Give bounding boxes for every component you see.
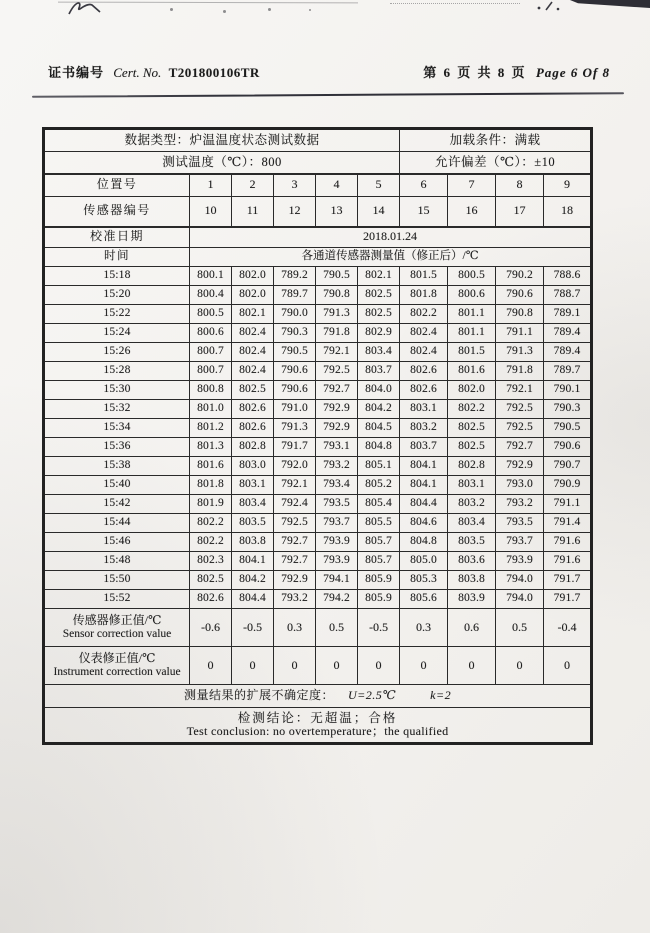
conclusion-cell — [44, 708, 592, 744]
load-condition-cell: 加载条件：满载 — [400, 129, 592, 152]
reading-value: 790.3 — [274, 324, 316, 343]
sensor-correction-value: 0.3 — [274, 609, 316, 647]
reading-value: 792.9 — [316, 400, 358, 419]
reading-value: 791.3 — [496, 343, 544, 362]
instrument-correction-value: 0 — [496, 647, 544, 685]
sensor-number: 14 — [358, 197, 400, 227]
reading-value: 793.7 — [316, 514, 358, 533]
reading-value: 803.4 — [232, 495, 274, 514]
reading-row — [44, 286, 592, 305]
reading-value: 794.2 — [316, 590, 358, 609]
scan-edge-line-2 — [390, 3, 520, 4]
reading-value: 789.4 — [544, 324, 592, 343]
test-temperature-cell: 测试温度（℃）：800 — [44, 152, 400, 174]
sensor-number-row — [44, 197, 592, 227]
reading-value: 802.4 — [400, 324, 448, 343]
reading-value: 790.2 — [496, 267, 544, 286]
reading-value: 803.8 — [232, 533, 274, 552]
reading-value: 789.7 — [274, 286, 316, 305]
cert-label-en: Cert. No. — [113, 65, 162, 80]
uncertainty-cell — [44, 685, 592, 708]
reading-time: 15:40 — [44, 476, 190, 495]
reading-value: 802.6 — [400, 381, 448, 400]
reading-value: 801.8 — [190, 476, 232, 495]
reading-value: 802.4 — [400, 343, 448, 362]
reading-value: 802.4 — [232, 324, 274, 343]
reading-value: 801.6 — [190, 457, 232, 476]
reading-row — [44, 438, 592, 457]
reading-value: 802.5 — [190, 571, 232, 590]
reading-value: 791.7 — [274, 438, 316, 457]
sensor-number: 18 — [544, 197, 592, 227]
reading-value: 791.6 — [544, 533, 592, 552]
reading-value: 791.7 — [544, 590, 592, 609]
reading-value: 803.8 — [448, 571, 496, 590]
reading-value: 803.2 — [448, 495, 496, 514]
position-number: 3 — [274, 174, 316, 197]
reading-value: 802.9 — [358, 324, 400, 343]
reading-time: 15:22 — [44, 305, 190, 324]
reading-value: 804.6 — [400, 514, 448, 533]
reading-value: 801.0 — [190, 400, 232, 419]
sensor-correction-value: -0.5 — [232, 609, 274, 647]
reading-value: 792.7 — [496, 438, 544, 457]
reading-value: 804.1 — [400, 457, 448, 476]
reading-value: 802.6 — [190, 590, 232, 609]
reading-value: 793.4 — [316, 476, 358, 495]
position-number: 8 — [496, 174, 544, 197]
reading-row — [44, 552, 592, 571]
reading-value: 800.7 — [190, 362, 232, 381]
reading-value: 804.1 — [232, 552, 274, 571]
reading-value: 790.1 — [544, 381, 592, 400]
reading-value: 792.7 — [274, 533, 316, 552]
pen-mark-small — [536, 0, 562, 12]
reading-value: 805.9 — [358, 571, 400, 590]
reading-value: 801.6 — [448, 362, 496, 381]
reading-value: 802.5 — [448, 438, 496, 457]
instrument-correction-value: 0 — [544, 647, 592, 685]
reading-value: 790.0 — [274, 305, 316, 324]
reading-value: 802.2 — [190, 514, 232, 533]
reading-value: 805.9 — [358, 590, 400, 609]
reading-value: 801.1 — [448, 324, 496, 343]
instrument-correction-value: 0 — [358, 647, 400, 685]
reading-value: 801.1 — [448, 305, 496, 324]
reading-row — [44, 533, 592, 552]
reading-value: 803.7 — [400, 438, 448, 457]
reading-value: 791.4 — [544, 514, 592, 533]
instrument-correction-label-en: Instrument correction value — [53, 665, 181, 678]
reading-value: 791.3 — [274, 419, 316, 438]
reading-value: 790.5 — [316, 267, 358, 286]
reading-value: 788.6 — [544, 267, 592, 286]
reading-row — [44, 305, 592, 324]
reading-value: 803.2 — [400, 419, 448, 438]
reading-value: 794.0 — [496, 590, 544, 609]
reading-time: 15:24 — [44, 324, 190, 343]
reading-value: 790.8 — [496, 305, 544, 324]
reading-value: 800.4 — [190, 286, 232, 305]
page-label-zh: 第 6 页 共 8 页 — [423, 65, 527, 80]
reading-value: 805.0 — [400, 552, 448, 571]
reading-time: 15:36 — [44, 438, 190, 457]
reading-time: 15:34 — [44, 419, 190, 438]
reading-value: 789.2 — [274, 267, 316, 286]
instrument-correction-label-zh: 仪表修正值/℃ — [78, 650, 156, 665]
sensor-correction-value: 0.6 — [448, 609, 496, 647]
reading-row — [44, 571, 592, 590]
reading-value: 790.6 — [274, 381, 316, 400]
reading-value: 802.6 — [400, 362, 448, 381]
reading-value: 792.9 — [274, 571, 316, 590]
scan-speck — [223, 10, 226, 13]
sensor-number: 12 — [274, 197, 316, 227]
reading-value: 802.5 — [232, 381, 274, 400]
pen-squiggle-mark — [66, 0, 104, 17]
reading-value: 802.8 — [448, 457, 496, 476]
reading-row — [44, 457, 592, 476]
reading-time: 15:52 — [44, 590, 190, 609]
reading-value: 793.1 — [316, 438, 358, 457]
instrument-correction-row — [44, 647, 592, 685]
reading-value: 792.7 — [316, 381, 358, 400]
reading-time: 15:46 — [44, 533, 190, 552]
reading-value: 803.0 — [232, 457, 274, 476]
position-number: 7 — [448, 174, 496, 197]
uncertainty-k-value: k=2 — [430, 688, 452, 703]
reading-value: 794.0 — [496, 571, 544, 590]
reading-value: 805.5 — [358, 514, 400, 533]
reading-value: 804.0 — [358, 381, 400, 400]
reading-time: 15:32 — [44, 400, 190, 419]
cert-number: T201800106TR — [168, 65, 260, 80]
reading-time: 15:48 — [44, 552, 190, 571]
reading-value: 791.7 — [544, 571, 592, 590]
reading-value: 791.1 — [544, 495, 592, 514]
cert-label-zh: 证书编号 — [48, 65, 105, 80]
reading-value: 793.2 — [316, 457, 358, 476]
reading-value: 791.1 — [496, 324, 544, 343]
reading-value: 805.1 — [358, 457, 400, 476]
reading-value: 801.5 — [400, 267, 448, 286]
reading-value: 792.4 — [274, 495, 316, 514]
reading-value: 803.9 — [448, 590, 496, 609]
reading-time: 15:50 — [44, 571, 190, 590]
reading-value: 790.6 — [274, 362, 316, 381]
reading-value: 802.8 — [232, 438, 274, 457]
reading-value: 802.4 — [232, 362, 274, 381]
time-column-label: 时间 — [44, 248, 190, 267]
calibration-date-row — [44, 227, 592, 248]
meta-row-data-type — [44, 129, 592, 152]
reading-time: 15:28 — [44, 362, 190, 381]
reading-time: 15:30 — [44, 381, 190, 400]
reading-row — [44, 495, 592, 514]
conclusion-row — [44, 708, 592, 744]
scan-speck — [170, 8, 173, 11]
reading-value: 792.1 — [274, 476, 316, 495]
sensor-row-label: 传感器编号 — [44, 197, 190, 227]
reading-value: 792.5 — [274, 514, 316, 533]
reading-value: 805.3 — [400, 571, 448, 590]
reading-value: 791.6 — [544, 552, 592, 571]
page-edge-shadow — [570, 0, 650, 8]
reading-value: 802.2 — [400, 305, 448, 324]
meta-row-test-temp — [44, 152, 592, 174]
reading-value: 802.1 — [232, 305, 274, 324]
reading-value: 800.8 — [190, 381, 232, 400]
reading-value: 790.3 — [544, 400, 592, 419]
reading-row — [44, 343, 592, 362]
reading-value: 789.1 — [544, 305, 592, 324]
sensor-correction-label-en: Sensor correction value — [62, 627, 172, 640]
reading-time: 15:20 — [44, 286, 190, 305]
reading-value: 805.4 — [358, 495, 400, 514]
reading-value: 804.4 — [400, 495, 448, 514]
reading-value: 802.1 — [358, 267, 400, 286]
sensor-number: 11 — [232, 197, 274, 227]
reading-value: 792.1 — [496, 381, 544, 400]
reading-time: 15:18 — [44, 267, 190, 286]
reading-value: 803.4 — [448, 514, 496, 533]
reading-value: 804.8 — [358, 438, 400, 457]
reading-value: 792.5 — [496, 419, 544, 438]
reading-value: 802.3 — [190, 552, 232, 571]
reading-time: 15:42 — [44, 495, 190, 514]
conclusion-en: Test conclusion: no overtemperature；the qualified — [186, 724, 449, 739]
reading-value: 800.6 — [448, 286, 496, 305]
reading-value: 801.9 — [190, 495, 232, 514]
reading-value: 793.0 — [496, 476, 544, 495]
sensor-correction-row — [44, 609, 592, 647]
sensor-number: 17 — [496, 197, 544, 227]
conclusion-zh: 检测结论：无超温；合格 — [237, 710, 398, 725]
reading-value: 802.6 — [232, 400, 274, 419]
reading-value: 793.2 — [496, 495, 544, 514]
reading-value: 802.5 — [358, 305, 400, 324]
reading-value: 803.4 — [358, 343, 400, 362]
readings-body — [44, 267, 592, 609]
reading-row — [44, 381, 592, 400]
reading-value: 792.1 — [316, 343, 358, 362]
reading-value: 800.6 — [190, 324, 232, 343]
data-type-cell: 数据类型：炉温温度状态测试数据 — [44, 129, 400, 152]
reading-value: 804.2 — [358, 400, 400, 419]
reading-value: 790.5 — [274, 343, 316, 362]
reading-row — [44, 419, 592, 438]
sensor-correction-value: 0.3 — [400, 609, 448, 647]
position-number-row — [44, 174, 592, 197]
reading-value: 804.4 — [232, 590, 274, 609]
reading-value: 788.7 — [544, 286, 592, 305]
reading-value: 790.6 — [496, 286, 544, 305]
sensor-correction-value: 0.5 — [316, 609, 358, 647]
sensor-correction-value: -0.4 — [544, 609, 592, 647]
reading-value: 802.2 — [190, 533, 232, 552]
reading-value: 793.9 — [496, 552, 544, 571]
reading-value: 804.5 — [358, 419, 400, 438]
instrument-correction-label — [44, 647, 190, 685]
reading-value: 793.9 — [316, 533, 358, 552]
reading-value: 802.5 — [448, 419, 496, 438]
reading-row — [44, 400, 592, 419]
allowed-deviation-cell: 允许偏差（℃）：±10 — [400, 152, 592, 174]
instrument-correction-value: 0 — [448, 647, 496, 685]
reading-value: 803.7 — [358, 362, 400, 381]
reading-value: 791.3 — [316, 305, 358, 324]
reading-value: 790.5 — [544, 419, 592, 438]
position-number: 6 — [400, 174, 448, 197]
reading-value: 790.6 — [544, 438, 592, 457]
sensor-correction-value: -0.6 — [190, 609, 232, 647]
reading-value: 801.2 — [190, 419, 232, 438]
sensor-correction-value: 0.5 — [496, 609, 544, 647]
reading-value: 803.5 — [232, 514, 274, 533]
reading-value: 793.5 — [316, 495, 358, 514]
sensor-number: 10 — [190, 197, 232, 227]
time-header-row — [44, 248, 592, 267]
instrument-correction-value: 0 — [232, 647, 274, 685]
reading-row — [44, 362, 592, 381]
calibration-date-label: 校准日期 — [44, 227, 190, 248]
reading-value: 803.1 — [448, 476, 496, 495]
reading-value: 800.5 — [190, 305, 232, 324]
reading-value: 803.6 — [448, 552, 496, 571]
reading-value: 791.8 — [316, 324, 358, 343]
reading-value: 793.9 — [316, 552, 358, 571]
reading-value: 804.1 — [400, 476, 448, 495]
reading-value: 802.4 — [232, 343, 274, 362]
uncertainty-row — [44, 685, 592, 708]
reading-value: 803.5 — [448, 533, 496, 552]
reading-value: 792.0 — [274, 457, 316, 476]
reading-value: 792.5 — [316, 362, 358, 381]
channel-values-header: 各通道传感器测量值（修正后）/℃ — [190, 248, 592, 267]
position-row-label: 位置号 — [44, 174, 190, 197]
reading-value: 793.2 — [274, 590, 316, 609]
uncertainty-u-value: U=2.5℃ — [347, 688, 397, 703]
document-header — [48, 62, 610, 81]
reading-value: 791.0 — [274, 400, 316, 419]
reading-value: 802.0 — [448, 381, 496, 400]
instrument-correction-value: 0 — [316, 647, 358, 685]
reading-row — [44, 476, 592, 495]
reading-value: 802.5 — [358, 286, 400, 305]
scan-speck — [268, 8, 271, 11]
instrument-correction-value: 0 — [190, 647, 232, 685]
reading-row — [44, 514, 592, 533]
reading-time: 15:44 — [44, 514, 190, 533]
reading-row — [44, 267, 592, 286]
reading-value: 805.6 — [400, 590, 448, 609]
reading-value: 805.7 — [358, 552, 400, 571]
reading-value: 792.5 — [496, 400, 544, 419]
reading-value: 790.8 — [316, 286, 358, 305]
reading-value: 790.7 — [544, 457, 592, 476]
reading-value: 792.9 — [496, 457, 544, 476]
reading-value: 803.1 — [400, 400, 448, 419]
reading-value: 802.0 — [232, 267, 274, 286]
reading-value: 792.9 — [316, 419, 358, 438]
position-number: 4 — [316, 174, 358, 197]
reading-value: 794.1 — [316, 571, 358, 590]
sensor-number: 16 — [448, 197, 496, 227]
reading-time: 15:26 — [44, 343, 190, 362]
calibration-date-value: 2018.01.24 — [190, 227, 592, 248]
reading-value: 800.7 — [190, 343, 232, 362]
scan-speck — [309, 9, 311, 11]
position-number: 5 — [358, 174, 400, 197]
instrument-correction-value: 0 — [400, 647, 448, 685]
reading-value: 801.5 — [448, 343, 496, 362]
reading-value: 800.1 — [190, 267, 232, 286]
reading-value: 804.2 — [232, 571, 274, 590]
reading-value: 793.7 — [496, 533, 544, 552]
reading-value: 801.3 — [190, 438, 232, 457]
reading-time: 15:38 — [44, 457, 190, 476]
measurement-table — [42, 127, 593, 745]
reading-value: 800.5 — [448, 267, 496, 286]
uncertainty-prefix: 测量结果的扩展不确定度： — [183, 688, 334, 703]
reading-value: 802.6 — [232, 419, 274, 438]
reading-value: 805.2 — [358, 476, 400, 495]
reading-value: 803.1 — [232, 476, 274, 495]
position-number: 9 — [544, 174, 592, 197]
reading-value: 789.4 — [544, 343, 592, 362]
reading-row — [44, 324, 592, 343]
reading-value: 792.7 — [274, 552, 316, 571]
page-label-en: Page 6 Of 8 — [535, 65, 610, 80]
reading-value: 805.7 — [358, 533, 400, 552]
reading-row — [44, 590, 592, 609]
certificate-number-line — [48, 62, 260, 81]
reading-value: 790.9 — [544, 476, 592, 495]
instrument-correction-value: 0 — [274, 647, 316, 685]
reading-value: 802.0 — [232, 286, 274, 305]
reading-value: 802.2 — [448, 400, 496, 419]
reading-value: 791.8 — [496, 362, 544, 381]
sensor-correction-label-zh: 传感器修正值/℃ — [72, 612, 162, 627]
sensor-correction-label — [44, 609, 190, 647]
reading-value: 793.5 — [496, 514, 544, 533]
position-number: 2 — [232, 174, 274, 197]
sensor-correction-value: -0.5 — [358, 609, 400, 647]
reading-value: 801.8 — [400, 286, 448, 305]
reading-value: 804.8 — [400, 533, 448, 552]
position-number: 1 — [190, 174, 232, 197]
sensor-number: 13 — [316, 197, 358, 227]
header-divider-rule — [32, 92, 624, 98]
page-number-line — [423, 62, 610, 81]
reading-value: 789.7 — [544, 362, 592, 381]
sensor-number: 15 — [400, 197, 448, 227]
